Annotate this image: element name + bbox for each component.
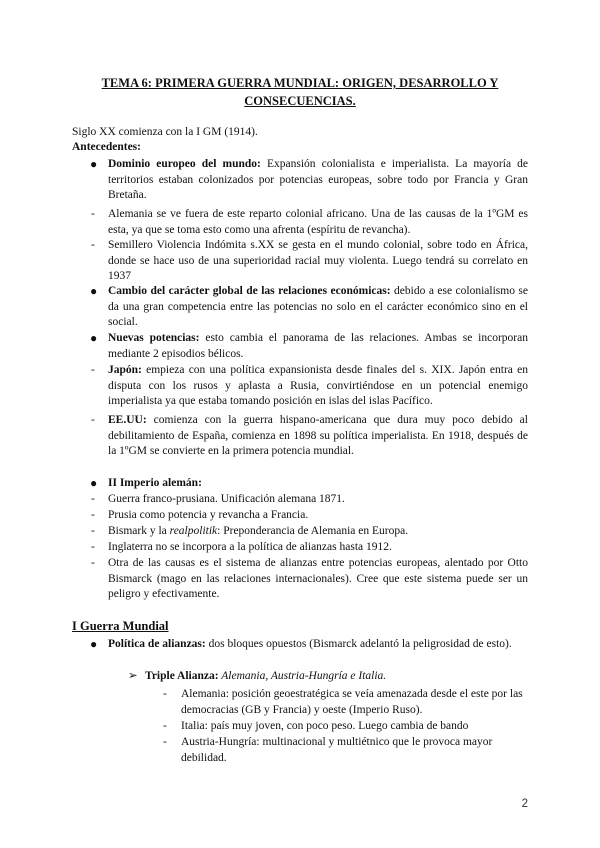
- list-item: Guerra franco-prusiana. Unificación alemana 1871.: [108, 493, 345, 505]
- list-item: [145, 669, 528, 685]
- list-item: Otra de las causas es el sistema de alianzas entre potencias europeas, alentado por Otto Bismarck (mago en las relaciones internacionales). Cree que este sistema puede ser un peligro y efectivamente.: [108, 557, 528, 600]
- item-text: comienza con la guerra hispano-americana que dura muy poco debido al debilitamiento de España, comienza en 1898 su política imperialista. En 1918, después de la 1ºGM se convierte en la primera potencia mundial.: [108, 414, 528, 457]
- list-item: Austria-Hungría: multinacional y multiétnico que le provoca mayor debilidad.: [181, 736, 493, 764]
- item-text: esto cambia el panorama de las relaciones. Ambas se incorporan mediante 2 episodios bélicos.: [108, 332, 528, 360]
- bullet-marker: ●: [90, 637, 98, 651]
- triple-alianza-label: Triple Alianza:: [145, 670, 219, 682]
- section-heading: I Guerra Mundial: [72, 619, 169, 633]
- arrow-marker: ➢: [128, 670, 138, 682]
- dash-marker: -: [91, 208, 95, 220]
- list-item: [108, 331, 528, 362]
- dash-marker: -: [91, 239, 95, 251]
- list-item: Alemania: posición geoestratégica se veía amenazada desde el este por las democracias (GB y Francia) y oeste (Imperio Ruso).: [181, 688, 523, 716]
- bullet-marker: ●: [90, 331, 98, 345]
- item-text: empieza con una política expansionista desde finales del s. XIX. Japón entra en disputa con los rusos y aplasta a Rusia, convirtiéndose en un potencial enemigo imperialista ya que estaba tomando posición en islas del islas Pacífico.: [108, 364, 528, 407]
- bullet-marker: ●: [90, 157, 98, 171]
- document-title: [72, 74, 528, 110]
- list-item: [108, 413, 528, 460]
- item-text: Alemania se ve fuera de este reparto colonial africano. Una de las causas de la 1ºGM es esta, ya que se toma esto como una afrenta (espíritu de revancha).: [108, 208, 528, 236]
- dash-marker: -: [91, 525, 95, 537]
- list-item: [108, 284, 528, 331]
- item-text: Semillero Violencia Indómita s.XX se gesta en el mundo colonial, sobre todo en África, donde se hace uso de una superioridad racial muy violenta. Luego tendrá su correlato en 1937: [108, 239, 528, 282]
- dash-marker: -: [163, 688, 167, 700]
- dash-marker: -: [91, 541, 95, 553]
- realpolitik-term: realpolitik: [169, 525, 218, 537]
- item-bold: Japón:: [108, 364, 142, 376]
- list-item: [108, 207, 528, 238]
- item-text: Expansión colonialista e imperialista. La mayoría de territorios estaban colonizados por potencias europeas, sobre todo por Francia y Gran Bretaña.: [108, 158, 529, 201]
- list-item: [108, 363, 528, 410]
- item-bold: Nuevas potencias:: [108, 332, 200, 344]
- bismarck-prefix: Bismark y la: [108, 525, 170, 537]
- list-item: Italia: país muy joven, con poco peso. Luego cambia de bando: [181, 720, 469, 732]
- item-text: debido a ese colonialismo se da una gran competencia entre las potencias no solo en el carácter económico sino en el social.: [108, 285, 529, 328]
- title-line-2: CONSECUENCIAS.: [244, 94, 356, 108]
- antecedentes-heading: Antecedentes:: [72, 141, 141, 153]
- triple-alianza-members: Alemania, Austria-Hungría e Italia.: [218, 670, 387, 682]
- dash-marker: -: [91, 414, 95, 426]
- list-item: [108, 238, 528, 285]
- list-item: Prusia como potencia y revancha a Francia.: [108, 509, 309, 521]
- bismarck-text: Preponderancia de Alemania en Europa.: [223, 525, 409, 537]
- intro-text: Siglo XX comienza con la I GM (1914).: [72, 126, 258, 138]
- page-number: 2: [521, 798, 528, 810]
- list-item: [108, 637, 528, 653]
- list-item: Inglaterra no se incorpora a la política de alianzas hasta 1912.: [108, 541, 392, 553]
- imperio-heading: II Imperio alemán:: [108, 477, 202, 489]
- list-item: [108, 157, 528, 204]
- item-bold: Dominio europeo del mundo:: [108, 158, 261, 170]
- bullet-marker: ●: [90, 284, 98, 298]
- dash-marker: -: [91, 493, 95, 505]
- item-text: dos bloques opuestos (Bismarck adelantó la peligrosidad de esto).: [205, 638, 512, 650]
- dash-marker: -: [91, 364, 95, 376]
- dash-marker: -: [163, 736, 167, 748]
- dash-marker: -: [91, 509, 95, 521]
- list-item: Bismark y la realpolitik: Preponderancia de Alemania en Europa.: [108, 525, 409, 537]
- dash-marker: -: [163, 720, 167, 732]
- item-bold: Política de alianzas:: [108, 638, 206, 650]
- bullet-marker: ●: [90, 476, 98, 490]
- title-line-1: TEMA 6: PRIMERA GUERRA MUNDIAL: ORIGEN, DESARROLLO Y: [101, 76, 499, 90]
- item-bold: Cambio del carácter global de las relaciones económicas:: [108, 285, 391, 297]
- dash-marker: -: [91, 557, 95, 569]
- item-bold: EE.UU:: [108, 414, 147, 426]
